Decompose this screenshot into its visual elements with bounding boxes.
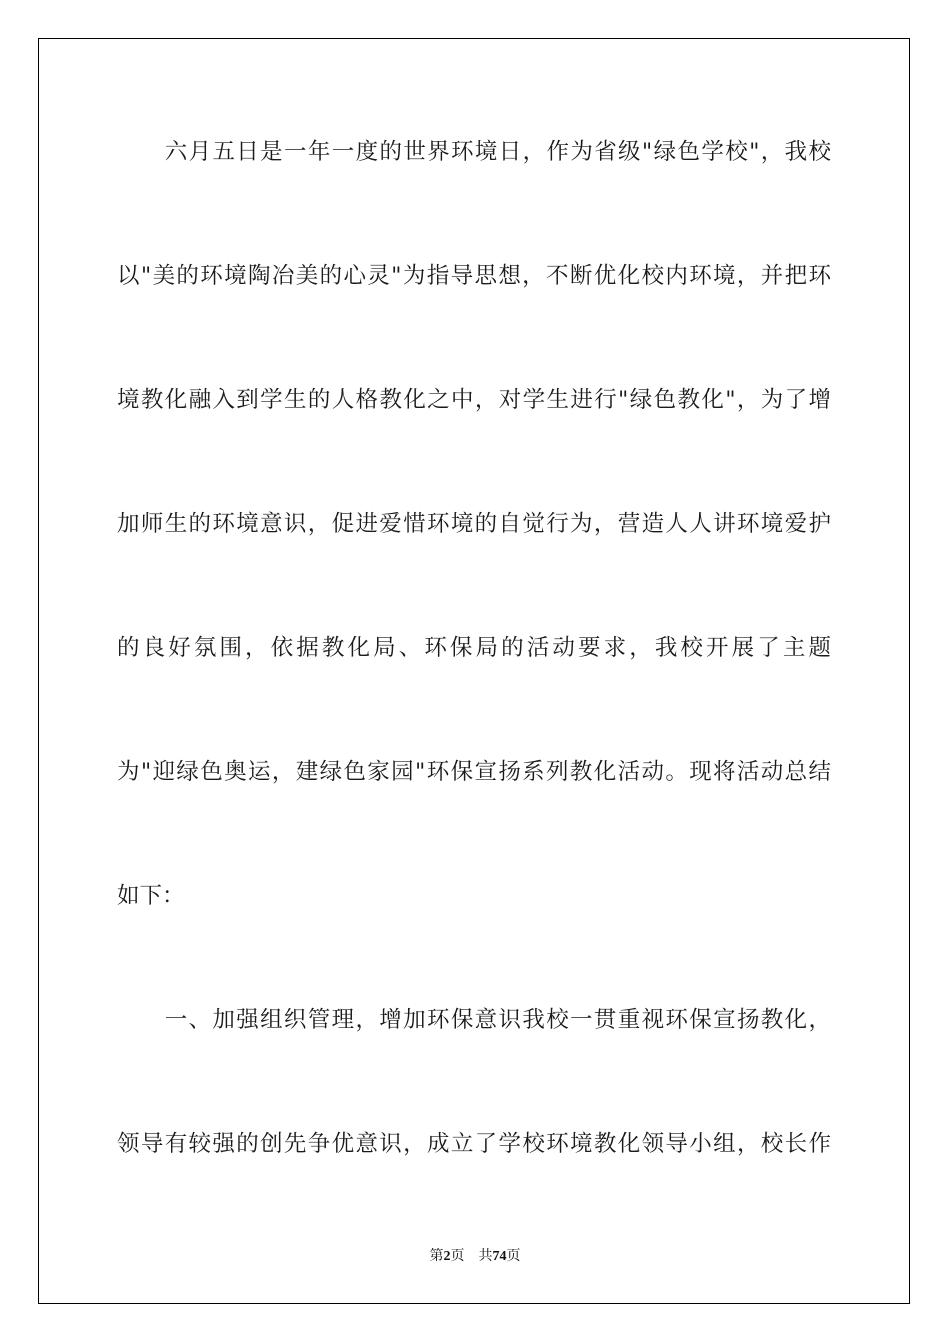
paragraph-line-3: 境教化融入到学生的人格教化之中，对学生进行"绿色教化"，为了增 [117, 387, 831, 413]
page-border [38, 38, 910, 1304]
paragraph-line-5: 的良好氛围，依据教化局、环保局的活动要求，我校开展了主题 [117, 635, 831, 661]
page-prefix: 第 [429, 1249, 444, 1264]
page-suffix: 页 [450, 1249, 465, 1264]
total-prefix: 共 [478, 1249, 493, 1264]
total-pages: 74 [492, 1249, 507, 1264]
paragraph-line-2: 以"美的环境陶冶美的心灵"为指导思想，不断优化校内环境，并把环 [117, 263, 831, 289]
paragraph-line-4: 加师生的环境意识，促进爱惜环境的自觉行为，营造人人讲环境爱护 [117, 511, 831, 537]
paragraph-line-9: 领导有较强的创先争优意识，成立了学校环境教化领导小组，校长作 [117, 1131, 831, 1157]
page-number: 2 [443, 1249, 451, 1264]
paragraph-line-1: 六月五日是一年一度的世界环境日，作为省级"绿色学校"，我校 [117, 139, 831, 165]
paragraph-line-7: 如下： [117, 883, 185, 909]
paragraph-line-6: 为"迎绿色奥运，建绿色家园"环保宣扬系列教化活动。现将活动总结 [117, 759, 831, 785]
total-suffix: 页 [506, 1249, 521, 1264]
page-footer [0, 1247, 950, 1267]
paragraph-line-8: 一、加强组织管理，增加环保意识我校一贯重视环保宣扬教化， [117, 1007, 831, 1033]
